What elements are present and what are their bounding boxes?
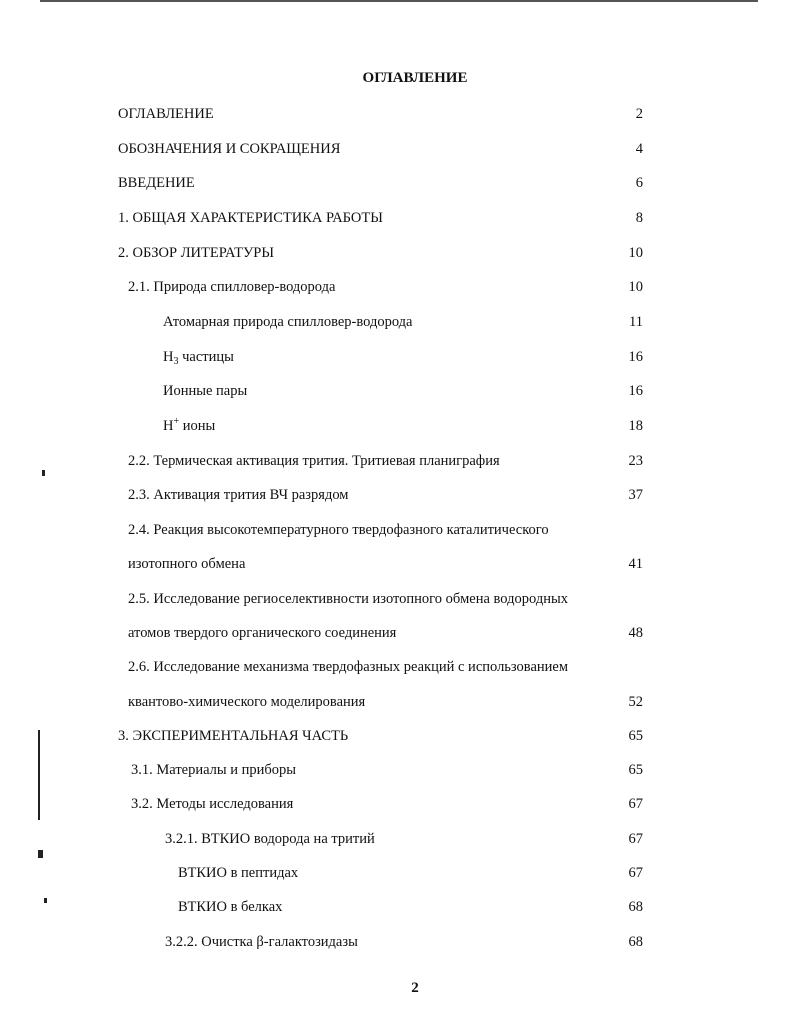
- toc-entry-page: 16: [628, 349, 643, 365]
- toc-entry-page: 8: [635, 210, 643, 226]
- scan-artifact: [42, 470, 45, 476]
- toc-entry-page: 11: [629, 314, 643, 330]
- page-number: 2: [411, 980, 419, 996]
- toc-entry-page: 6: [635, 175, 643, 191]
- toc-entry-text: [163, 347, 234, 367]
- toc-entry-page: 23: [628, 453, 643, 469]
- toc-entry-text: 2.2. Термическая активация трития. Тритиевая планиграфия: [128, 453, 500, 469]
- toc-entry-page: 65: [628, 728, 643, 744]
- toc-entry-rest: ионы: [179, 418, 216, 434]
- toc-entry-page: 2: [635, 106, 643, 122]
- toc-entry-text: атомов твердого органического соединения: [128, 625, 397, 641]
- toc-entry-text: 2.1. Природа спилловер-водорода: [128, 279, 336, 295]
- scan-artifact: [38, 730, 40, 820]
- toc-entry-superscript: +: [173, 416, 180, 427]
- toc-entry-text: Ионные пары: [163, 383, 248, 399]
- toc-entry-page: 65: [628, 762, 643, 778]
- toc-entry-main: H: [163, 349, 174, 365]
- toc-entry-page: 18: [628, 418, 643, 434]
- toc-entry-text: Атомарная природа спилловер-водорода: [163, 314, 413, 330]
- toc-entry-page: 16: [628, 383, 643, 399]
- toc-entry-main: H: [163, 418, 174, 434]
- toc-entry-text: квантово-химического моделирования: [128, 694, 366, 710]
- toc-entry-text: 3. ЭКСПЕРИМЕНТАЛЬНАЯ ЧАСТЬ: [118, 728, 349, 744]
- toc-entry-text: 3.2. Методы исследования: [131, 796, 294, 812]
- scan-top-line: [40, 0, 758, 2]
- toc-entry-text: 2.5. Исследование региоселективности изотопного обмена водородных: [128, 591, 568, 607]
- toc-entry-page: 67: [628, 865, 643, 881]
- toc-entry-text: 3.1. Материалы и приборы: [131, 762, 297, 778]
- toc-entry-page: 52: [628, 694, 643, 710]
- toc-title: ОГЛАВЛЕНИЕ: [362, 70, 468, 86]
- toc-entry-page: 37: [628, 487, 643, 503]
- scan-artifact: [44, 898, 47, 903]
- toc-entry-rest: частицы: [178, 349, 234, 365]
- toc-entry-text: 2. ОБЗОР ЛИТЕРАТУРЫ: [118, 245, 274, 261]
- toc-entry-page: 67: [628, 796, 643, 812]
- toc-entry-page: 41: [628, 556, 643, 572]
- toc-entry-text: 2.4. Реакция высокотемпературного твердофазного каталитического: [128, 522, 549, 538]
- toc-entry-text: ВВЕДЕНИЕ: [118, 175, 195, 191]
- toc-entry-text: 3.2.2. Очистка β-галактозидазы: [165, 934, 358, 950]
- toc-entry-text: ВТКИО в пептидах: [178, 865, 299, 881]
- toc-entry-page: 67: [628, 831, 643, 847]
- toc-entry-text: 1. ОБЩАЯ ХАРАКТЕРИСТИКА РАБОТЫ: [118, 210, 383, 226]
- toc-entry-text: 2.3. Активация трития ВЧ разрядом: [128, 487, 349, 503]
- toc-entry-page: 48: [628, 625, 643, 641]
- toc-entry-text: 2.6. Исследование механизма твердофазных реакций с использованием: [128, 659, 569, 675]
- toc-entry-page: 68: [628, 899, 643, 915]
- toc-entry-page: 10: [628, 245, 643, 261]
- scan-artifact: [38, 850, 43, 858]
- toc-entry-text: 3.2.1. ВТКИО водорода на тритий: [165, 831, 375, 847]
- toc-entry-text: ОГЛАВЛЕНИЕ: [118, 106, 214, 122]
- toc-entry-page: 68: [628, 934, 643, 950]
- toc-entry-text: ВТКИО в белках: [178, 899, 283, 915]
- toc-entry-page: 10: [628, 279, 643, 295]
- toc-entry-text: ОБОЗНАЧЕНИЯ И СОКРАЩЕНИЯ: [118, 141, 341, 157]
- toc-entry-page: 4: [635, 141, 643, 157]
- toc-entry-subscript: 3: [173, 356, 179, 367]
- toc-entry-text: [163, 416, 215, 436]
- toc-entry-text: изотопного обмена: [128, 556, 246, 572]
